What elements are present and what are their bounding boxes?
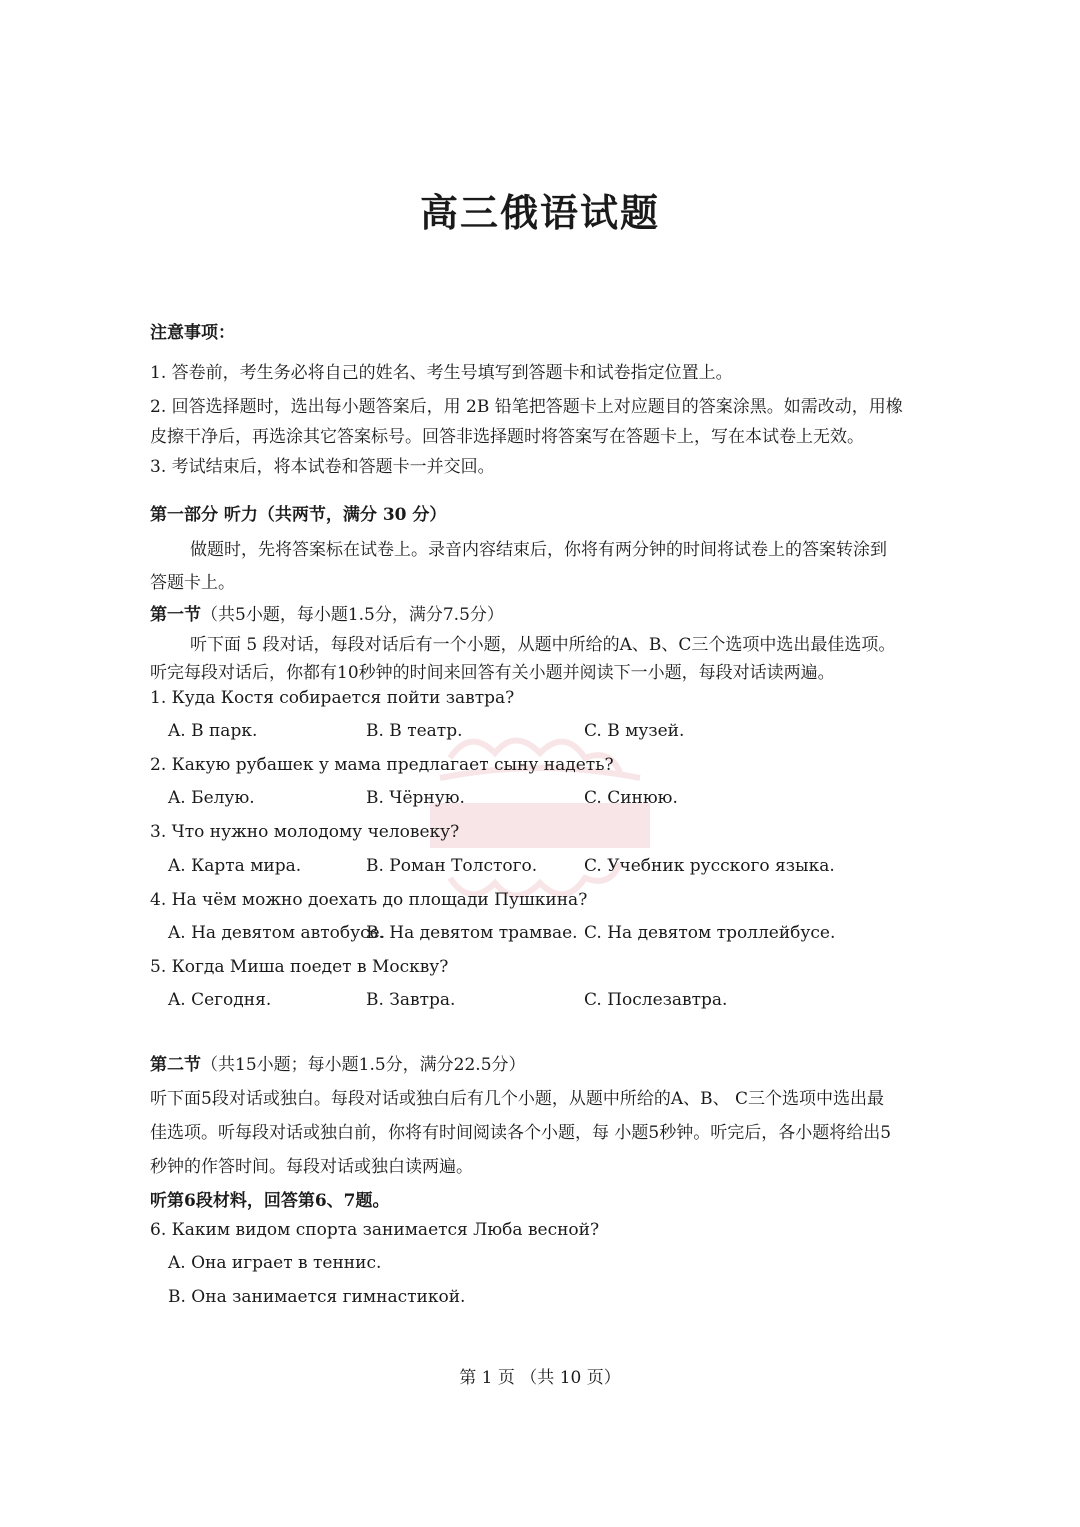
notice-item-2b: 皮擦干净后，再选涂其它答案标号。回答非选择题时将答案写在答题卡上，写在本试卷上无效。 [150,427,864,447]
question-2-option-a: A. Белую. [168,788,255,808]
question-1: 1. Куда Костя собирается пойти завтра? [150,688,515,708]
question-4-option-b: B. На девятом трамвае. [366,923,578,943]
question-3-option-a: A. Карта мира. [168,856,302,876]
section2-material: 听第6段材料，回答第6、7题。 [150,1191,390,1211]
notice-heading: 注意事项： [150,323,235,343]
section1-heading-rest: （共5小题，每小题1.5分，满分7.5分） [201,605,504,625]
section1-intro-a: 听下面 5 段对话，每段对话后有一个小题，从题中所给的A、B、C三个选项中选出最佳选项。 [190,635,896,655]
question-4: 4. На чём можно доехать до площади Пушкина? [150,890,588,910]
question-1-option-c: C. В музей. [584,721,685,741]
question-5-option-a: A. Сегодня. [168,990,272,1010]
question-6-option-b: B. Она занимается гимнастикой. [168,1287,466,1307]
question-4-option-c: C. На девятом троллейбусе. [584,923,836,943]
section2-heading-bold: 第二节 [150,1055,201,1075]
notice-item-2a: 2. 回答选择题时，选出每小题答案后，用 2B 铅笔把答题卡上对应题目的答案涂黑。如需改动，用橡 [150,397,903,417]
question-1-option-b: B. В театр. [366,721,463,741]
question-2-option-c: C. Синюю. [584,788,678,808]
question-3-option-b: B. Роман Толстого. [366,856,538,876]
question-3-option-c: C. Учебник русского языка. [584,856,835,876]
question-1-option-a: A. В парк. [168,721,258,741]
question-2-option-b: B. Чёрную. [366,788,465,808]
notice-item-3: 3. 考试结束后，将本试卷和答题卡一并交回。 [150,457,495,477]
part1-intro-b: 答题卡上。 [150,573,235,593]
question-5-option-c: C. Послезавтра. [584,990,728,1010]
question-6-option-a: A. Она играет в теннис. [168,1253,382,1273]
watermark-logo [410,718,670,918]
question-4-option-a: A. На девятом автобусе. [168,923,386,943]
part1-heading: 第一部分 听力（共两节，满分 30 分） [150,505,447,525]
exam-title: 高三俄语试题 [419,191,660,235]
section1-heading-bold: 第一节 [150,605,201,625]
question-3: 3. Что нужно молодому человеку? [150,822,460,842]
section2-intro-b: 佳选项。听每段对话或独白前，你将有时间阅读各个小题，每 小题5秒钟。听完后，各小题将给出5 [150,1123,892,1143]
section1-heading [150,600,504,625]
section2-intro-a: 听下面5段对话或独白。每段对话或独白后有几个小题，从题中所给的A、B、 C三个选项中选出最 [150,1089,884,1109]
question-5: 5. Когда Миша поедет в Москву? [150,957,449,977]
question-5-option-b: B. Завтра. [366,990,456,1010]
section2-intro-c: 秒钟的作答时间。每段对话或独白读两遍。 [150,1157,473,1177]
question-6: 6. Каким видом спорта занимается Люба весной? [150,1220,600,1240]
section2-heading-rest: （共15小题；每小题1.5分，满分22.5分） [201,1055,526,1075]
question-2: 2. Какую рубашек у мама предлагает сыну надеть? [150,755,614,775]
section1-intro-b: 听完每段对话后，你都有10秒钟的时间来回答有关小题并阅读下一小题，每段对话读两遍。 [150,663,835,683]
section2-heading [150,1050,526,1075]
page-footer: 第 1 页 （共 10 页） [459,1368,621,1388]
part1-intro-a: 做题时，先将答案标在试卷上。录音内容结束后，你将有两分钟的时间将试卷上的答案转涂到 [190,540,887,560]
notice-item-1: 1. 答卷前，考生务必将自己的姓名、考生号填写到答题卡和试卷指定位置上。 [150,363,733,383]
